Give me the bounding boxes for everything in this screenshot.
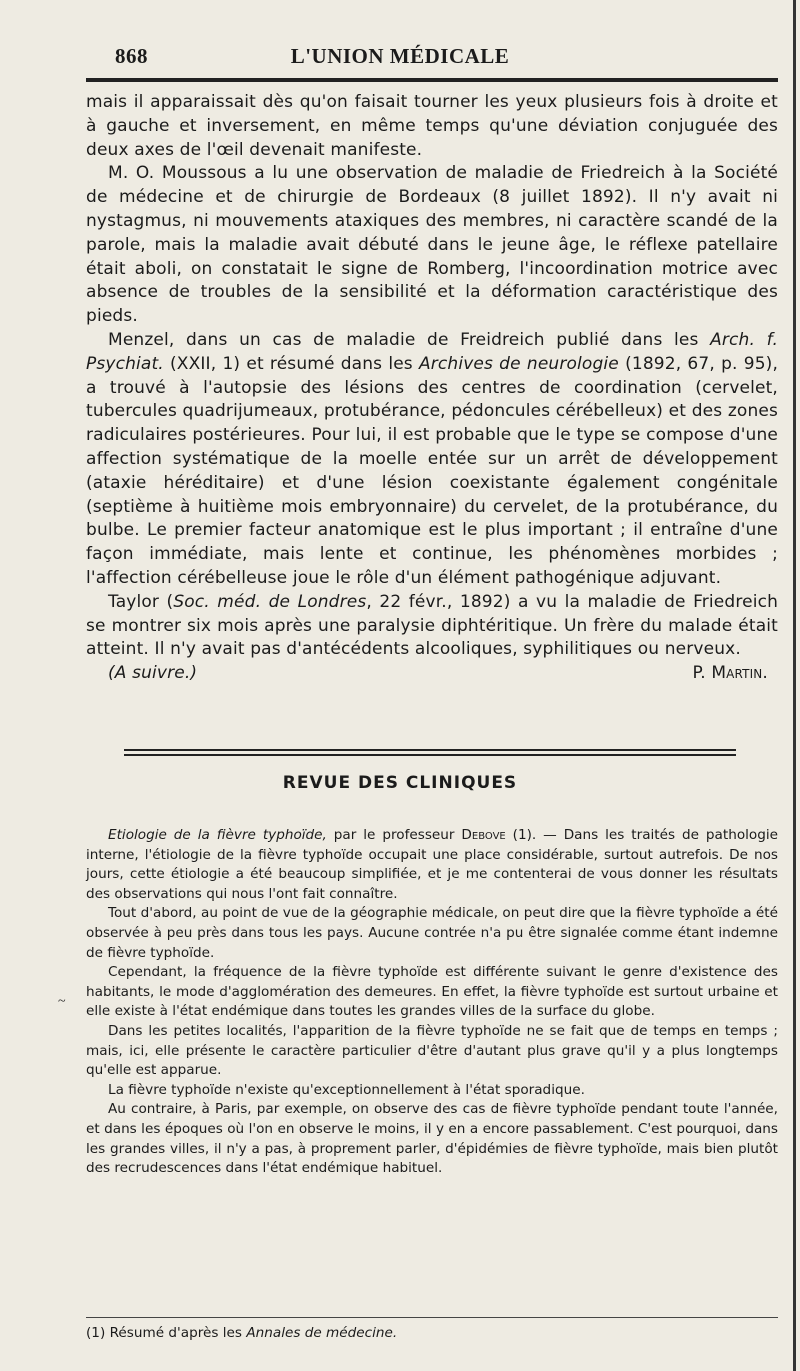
page-header	[0, 42, 800, 76]
paragraph-4	[86, 591, 778, 662]
footnote	[86, 1325, 778, 1341]
margin-mark: ~	[58, 994, 66, 1009]
paragraph-3-text: (XXII, 1) et résumé dans les	[163, 353, 419, 374]
journal-ref-soc-med-londres: Soc. méd. de Londres	[173, 591, 367, 612]
section-divider	[124, 749, 736, 756]
paragraph-1: mais il apparaissait dès qu'on faisait tourner les yeux plusieurs fois à droite et à gauche et inversement, en même temps qu'une déviation conjuguée des deux axes de l'œil devenait manifeste.	[86, 92, 778, 160]
review-paragraph-1	[86, 826, 778, 904]
footnote-source: Annales de médecine.	[246, 1325, 398, 1341]
page-edge-line	[793, 0, 796, 1371]
footnote-rule	[86, 1317, 778, 1318]
review-body	[86, 826, 778, 1179]
review-paragraph-4: Dans les petites localités, l'apparition de la fièvre typhoïde ne se fait que de temps en temps ; mais, ici, elle présente le caractère particulier d'être d'autant plus grave qu'il y a plus longtemps qu'elle est apparue.	[86, 1022, 778, 1079]
author-signature: P. Martin.	[692, 663, 768, 684]
review-paragraph-6: Au contraire, à Paris, par exemple, on observe des cas de fièvre typhoïde pendant toute l'année, et dans les époques où l'on en observe le moins, il y en a encore passablement. C'est pourquoi, dans les grandes villes, il n'y a pas, à proprement parler, d'épidémies de fièvre typhoïde, mais bien plutôt des recrudescences dans l'état endémique habituel.	[86, 1101, 778, 1177]
footnote-text: (1) Résumé d'après les	[86, 1325, 247, 1341]
paragraph-4-text: , 22 févr., 1892) a vu la maladie de Friedreich se montrer six mois après une paralysie diphtéritique. Un frère du malade était atteint. Il n'y avait pas d'antécédents alcooliques, syphilitiques ou nerveux.	[86, 591, 778, 660]
paragraph-4-text: Taylor (	[108, 591, 174, 612]
review-paragraph-5: La fièvre typhoïde n'existe qu'exceptionnellement à l'état sporadique.	[108, 1081, 585, 1098]
article-body	[86, 91, 778, 686]
review-paragraph-2: Tout d'abord, au point de vue de la géographie médicale, on peut dire que la fièvre typhoïde a été observée à peu près dans tous les pays. Aucune contrée n'a pu être signalée comme étant indemne de fièvre typhoïde.	[86, 905, 778, 961]
paragraph-2: M. O. Moussous a lu une observation de maladie de Friedreich à la Société de médecine et de chirurgie de Bordeaux (8 juillet 1892). Il n'y avait ni nystagmus, ni mouvements ataxiques des membres, ni caractère scandé de la parole, mais la maladie avait débuté dans le jeune âge, le réflexe patellaire était aboli, on constatait le signe de Romberg, l'incoordination motrice avec absence de troubles de la sensibilité et la déformation caractéristique des pieds.	[86, 163, 778, 327]
paragraph-3	[86, 329, 778, 591]
journal-ref-archives-neurologie: Archives de neurologie	[418, 353, 619, 374]
review-text: par le professeur	[326, 827, 462, 843]
page-number: 868	[115, 44, 148, 68]
review-heading: Etiologie de la fièvre typhoïde,	[108, 827, 327, 843]
journal-ref-arch-psychiat: Arch. f. Psychiat.	[86, 329, 778, 374]
journal-title: L'UNION MÉDICALE	[290, 44, 510, 68]
to-be-continued: (A suivre.)	[108, 663, 198, 684]
paragraph-3-text: (1892, 67, p. 95), a trouvé à l'autopsie des lésions des centres de coordination (cervelet, tubercules quadrijumeaux, protubérance, pédoncules cérébelleux) et des zones radiculaires postérieures. Pour lui, il est probable que le type se compose d'une affection systématique de la moelle entée sur un arrêt de développement (ataxie héréditaire) et d'une lésion coexistante également congénitale (septième à huitième mois embryonnaire) du cervelet, de la protubérance, du bulbe. Le premier facteur anatomique est le plus important ; il entraîne d'une façon immédiate, mais lente et continue, les phénomènes morbides ; l'affection cérébelleuse joue le rôle d'un élément pathogénique adjuvant.	[86, 353, 779, 588]
section-title: REVUE DES CLINIQUES	[282, 773, 518, 793]
paragraph-3-text: Menzel, dans un cas de maladie de Freidreich publié dans les	[108, 329, 711, 350]
review-text: (1). — Dans les traités de pathologie interne, l'étiologie de la fièvre typhoïde occupait une place considérable, surtout autrefois. De nos jours, cette étiologie a été beaucoup simplifiée, et je me contenterai de vous donner les résultats des observations qui nous l'ont fait connaître.	[86, 827, 779, 902]
header-rule	[86, 78, 778, 82]
signature-line	[86, 662, 778, 686]
review-paragraph-3: Cependant, la fréquence de la fièvre typhoïde est différente suivant le genre d'existence des habitants, le mode d'agglomération des demeures. En effet, la fièvre typhoïde est surtout urbaine et elle existe à l'état endémique dans toutes les grandes villes de la surface du globe.	[86, 964, 778, 1020]
review-author: Debove	[461, 827, 506, 843]
